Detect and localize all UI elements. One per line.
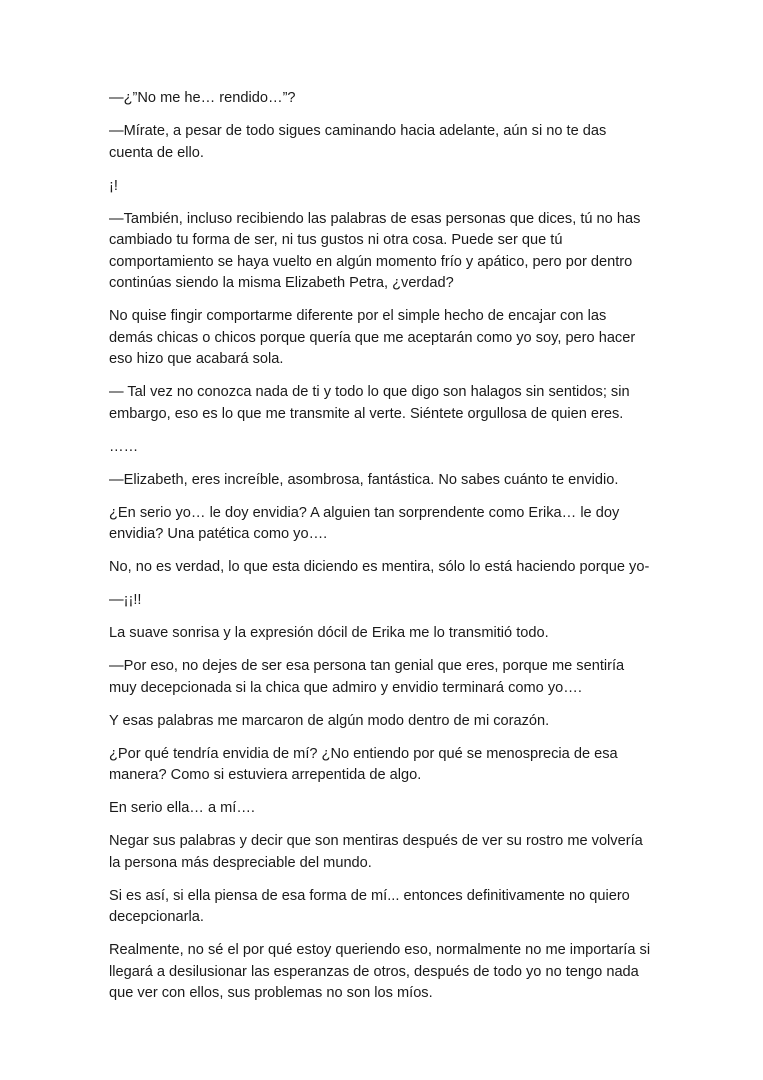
- paragraph: —Por eso, no dejes de ser esa persona tan genial que eres, porque me sentiría muy decepcionada si la chica que admiro y envidio terminará como yo….: [109, 658, 625, 696]
- paragraph: —¡¡!!: [109, 592, 142, 608]
- paragraph: La suave sonrisa y la expresión dócil de Erika me lo transmitió todo.: [109, 625, 549, 641]
- paragraph: ¿Por qué tendría envidia de mí? ¿No entiendo por qué se menosprecia de esa manera? Como si estuviera arrepentida de algo.: [109, 745, 618, 783]
- paragraph: —Elizabeth, eres increíble, asombrosa, fantástica. No sabes cuánto te envidio.: [109, 471, 619, 488]
- paragraph: En serio ella… a mí….: [109, 800, 255, 816]
- paragraph: No, no es verdad, lo que esta diciendo es mentira, sólo lo está haciendo porque yo-: [109, 559, 650, 575]
- paragraph: ¿En serio yo… le doy envidia? A alguien tan sorprendente como Erika… le doy envidia? Una patética como yo….: [109, 504, 620, 542]
- paragraph: Y esas palabras me marcaron de algún modo dentro de mi corazón.: [109, 712, 550, 729]
- paragraph: —Mírate, a pesar de todo sigues caminando hacia adelante, aún si no te das cuenta de ello.: [109, 123, 607, 161]
- document-body: [109, 88, 654, 1016]
- paragraph: —¿”No me he… rendido…”?: [109, 90, 296, 106]
- paragraph: Realmente, no sé el por qué estoy queriendo eso, normalmente no me importaría si llegará a desilusionar las esperanzas de otros, después de todo yo no tengo nada que ver con ellos, sus problemas no son los míos.: [109, 942, 651, 1001]
- paragraph: —También, incluso recibiendo las palabras de esas personas que dices, tú no has cambiado tu forma de ser, ni tus gustos ni otra cosa. Puede ser que tú comportamiento se haya vuelto en algún momento frío y apático, pero por dentro continúas siendo la misma Elizabeth Petra, ¿verdad?: [109, 210, 641, 291]
- paragraph: Negar sus palabras y decir que son mentiras después de ver su rostro me volvería la persona más despreciable del mundo.: [109, 833, 643, 871]
- paragraph: No quise fingir comportarme diferente por el simple hecho de encajar con las demás chicas o chicos porque quería que me aceptarán como yo soy, pero hacer eso hizo que acabará sola.: [109, 308, 636, 367]
- paragraph: ……: [109, 438, 139, 455]
- paragraph: Si es así, si ella piensa de esa forma de mí... entonces definitivamente no quiero decepcionarla.: [109, 887, 630, 925]
- paragraph: ¡!: [109, 177, 118, 194]
- paragraph: — Tal vez no conozca nada de ti y todo lo que digo son halagos sin sentidos; sin embargo, eso es lo que me transmite al verte. Siéntete orgullosa de quien eres.: [109, 384, 630, 422]
